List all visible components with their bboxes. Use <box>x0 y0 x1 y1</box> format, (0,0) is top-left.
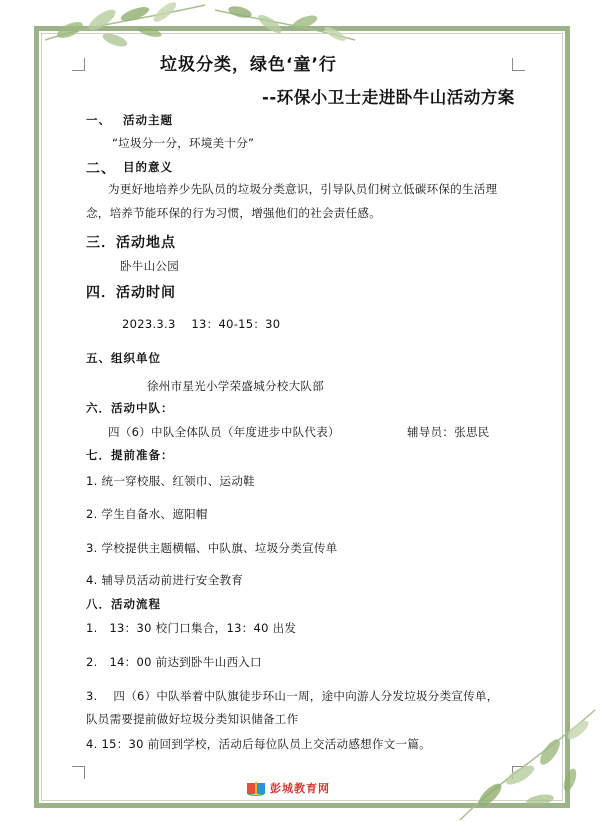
section-8-item-4: 4. 15：30 前回到学校，活动后每位队员上交活动感想作文一篇。 <box>86 737 431 751</box>
section-6-counselor: 辅导员：张思民 <box>407 425 490 439</box>
section-7-item-1: 1. 统一穿校服、红领巾、运动鞋 <box>86 474 255 488</box>
section-1-number: 一、 <box>86 113 111 127</box>
section-2-line-1: 为更好地培养少先队员的垃圾分类意识，引导队员们树立低碳环保的生活理 <box>108 182 498 196</box>
section-8-item-3-cont: 队员需要提前做好垃圾分类知识储备工作 <box>86 712 299 726</box>
section-6-heading: 六．活动中队： <box>86 401 174 415</box>
section-7-heading: 七．提前准备： <box>86 448 174 462</box>
section-1-heading: 活动主题 <box>123 113 173 127</box>
footer-logo-text: 彭城教育网 <box>270 782 330 795</box>
document-subtitle: --环保小卫士走进卧牛山活动方案 <box>262 88 515 107</box>
section-2-number: 二、 <box>86 161 116 177</box>
footer-logo <box>246 780 330 796</box>
section-8-item-3: 3. 四（6）中队举着中队旗徒步环山一周，途中向游人分发垃圾分类宣传单， <box>86 689 499 703</box>
section-5-heading: 五、组织单位 <box>86 351 161 365</box>
section-1-text: “垃圾分一分，环境美十分” <box>112 136 255 150</box>
section-5-text: 徐州市星光小学荣盛城分校大队部 <box>147 379 324 393</box>
section-3-text: 卧牛山公园 <box>120 259 179 273</box>
section-2-line-2: 念，培养节能环保的行为习惯，增强他们的社会责任感。 <box>86 206 381 220</box>
section-8-heading: 八．活动流程 <box>86 597 161 611</box>
section-7-item-3: 3. 学校提供主题横幅、中队旗、垃圾分类宣传单 <box>86 541 338 555</box>
section-2-heading: 目的意义 <box>123 160 173 174</box>
section-8-item-2: 2. 14：00 前达到卧牛山西入口 <box>86 655 262 669</box>
book-logo-icon <box>246 780 266 796</box>
section-6-team: 四（6）中队全体队员（年度进步中队代表） <box>108 425 340 439</box>
section-4-heading: 四．活动时间 <box>86 285 176 301</box>
document-title: 垃圾分类，绿色‘童’行 <box>160 55 337 75</box>
section-4-text: 2023.3.3 13：40-15：30 <box>122 317 281 331</box>
section-3-heading: 三．活动地点 <box>86 235 176 251</box>
section-8-item-1: 1. 13：30 校门口集合，13：40 出发 <box>86 621 297 635</box>
section-7-item-2: 2. 学生自备水、遮阳帽 <box>86 507 208 521</box>
section-7-item-4: 4. 辅导员活动前进行安全教育 <box>86 573 244 587</box>
